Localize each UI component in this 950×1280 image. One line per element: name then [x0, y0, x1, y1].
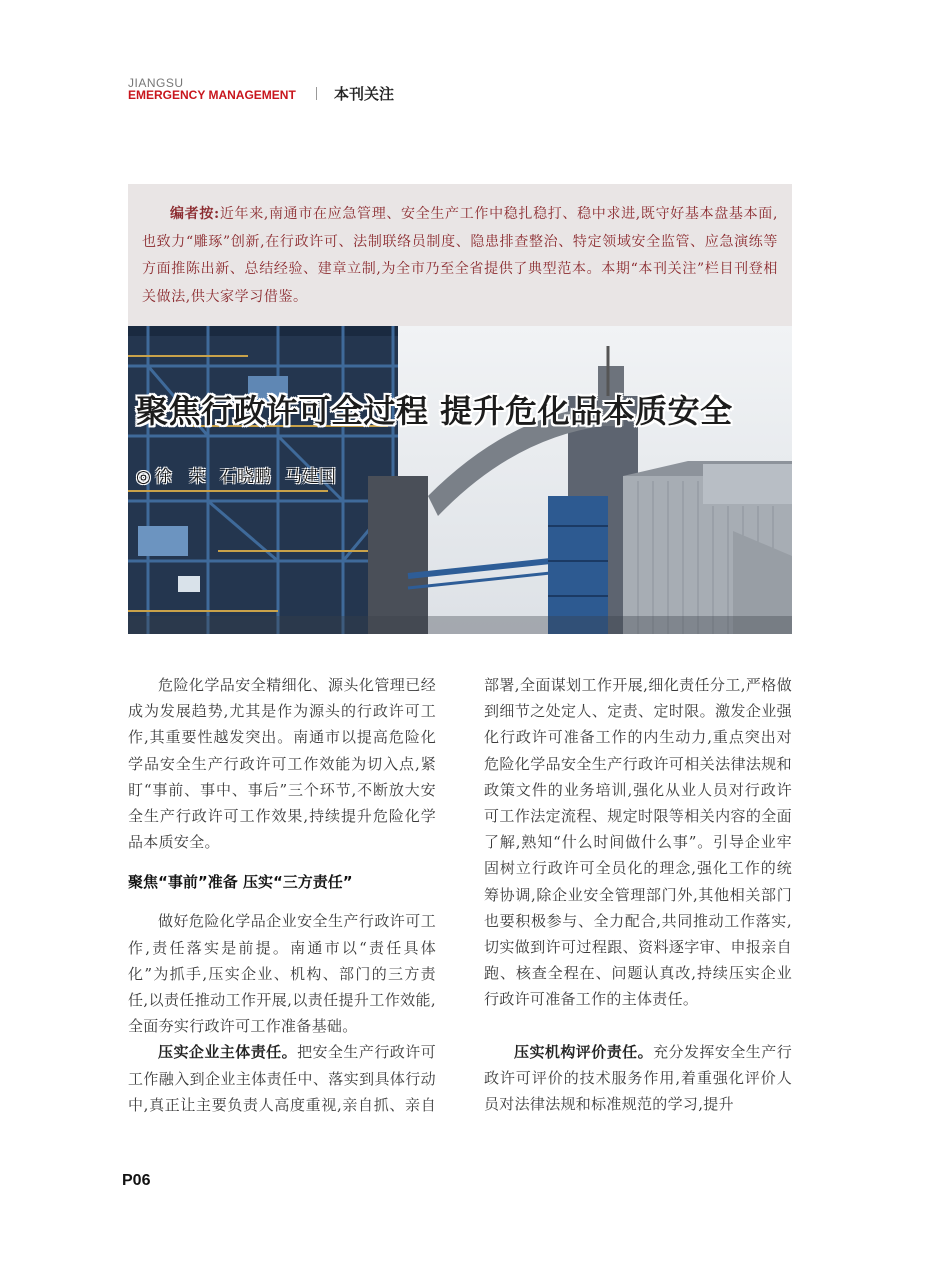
page-number: P06: [122, 1172, 151, 1189]
author-name: 徐 荣: [154, 467, 206, 487]
flow-continuation: [484, 672, 792, 1013]
hero-banner: [128, 326, 792, 634]
section-title: 本刊关注: [334, 85, 395, 103]
article-title: 聚焦行政许可全过程 提升危化品本质安全: [136, 392, 733, 430]
body-paragraph-continued: [484, 672, 792, 1039]
intro-paragraph: 危险化学品安全精细化、源头化管理已经成为发展趋势,尤其是作为源头的行政许可工作,其重要性越发突出。南通市以提高危险化学品安全生产行政许可工作效能为切入点,紧盯“事前、事中、事后”三个环节,不断放大安全生产行政许可工作效果,持续提升危险化学品本质安全。: [128, 676, 436, 852]
author-mark: ◎: [136, 467, 151, 487]
body-column-left: [128, 672, 436, 1118]
run-in-heading: 压实机构评价责任。: [514, 1042, 654, 1061]
body-paragraph-flow: [128, 1039, 436, 1118]
body-text: 部署,全面谋划工作开展,细化责任分工,严格做到细节之处定人、定责、定时限。激发企业强化行政许可准备工作的内生动力,重点突出对危险化学品安全生产行政许可相关法律法规和政策文件的业务培训,强化从业人员对行政许可工作法定流程、规定时限等相关内容的全面了解,熟知“什么时间做什么事”。引导企业牢固树立行政许可全员化的理念,强化工作的统筹协调,除企业安全管理部门外,其他相关部门也要积极参与、全力配合,共同推动工作落实,切实做到许可过程跟、资料逐字审、申报亲自跑、核查全程在、问题认真改,持续压实企业行政许可准备工作的主体责任。: [484, 676, 792, 1009]
body-text: 充分发挥安全生产行政许可评价的技术服务作用,着重强化评价人员对法律法规和标准规范的学习,提升: [484, 1042, 792, 1114]
editor-note-label: 编者按:: [170, 206, 220, 222]
article-authors: [136, 462, 350, 487]
body-text: 把安全生产行政许可工作融入到企业主体责任中、落实到具体行动中,真正让主要负责人高度重视,亲自抓、亲自: [128, 1043, 436, 1114]
body-paragraph: 做好危险化学品企业安全生产行政许可工作,责任落实是前提。南通市以“责任具体化”为抓手,压实企业、机构、部门的三方责任,以责任推动工作开展,以责任提升工作效能,全面夯实行政许可工作准备基础。: [128, 912, 436, 1036]
brand-top: JIANGSU: [128, 76, 184, 90]
body-column-right: [484, 672, 792, 1117]
editor-note: [128, 184, 792, 326]
body-paragraph: [484, 1039, 792, 1118]
brand-bottom: EMERGENCY MANAGEMENT: [128, 88, 296, 102]
author-name: 马建国: [284, 467, 336, 487]
author-name: 石晓鹏: [219, 467, 271, 487]
editor-note-paragraph: [142, 201, 778, 311]
editor-note-text: 近年来,南通市在应急管理、安全生产工作中稳扎稳打、稳中求进,既守好基本盘基本面,也致力“雕琢”创新,在行政许可、法制联络员制度、隐患排查整治、特定领域安全监管、应急演练等方面推陈出新、总结经验、建章立制,为全市乃至全省提供了典型范本。本期“本刊关注”栏目刊登相关做法,供大家学习借鉴。: [142, 206, 778, 305]
run-in-heading: 压实企业主体责任。: [158, 1043, 298, 1062]
header-divider: [316, 87, 317, 100]
section-heading: 聚焦“事前”准备 压实“三方责任”: [128, 873, 353, 892]
